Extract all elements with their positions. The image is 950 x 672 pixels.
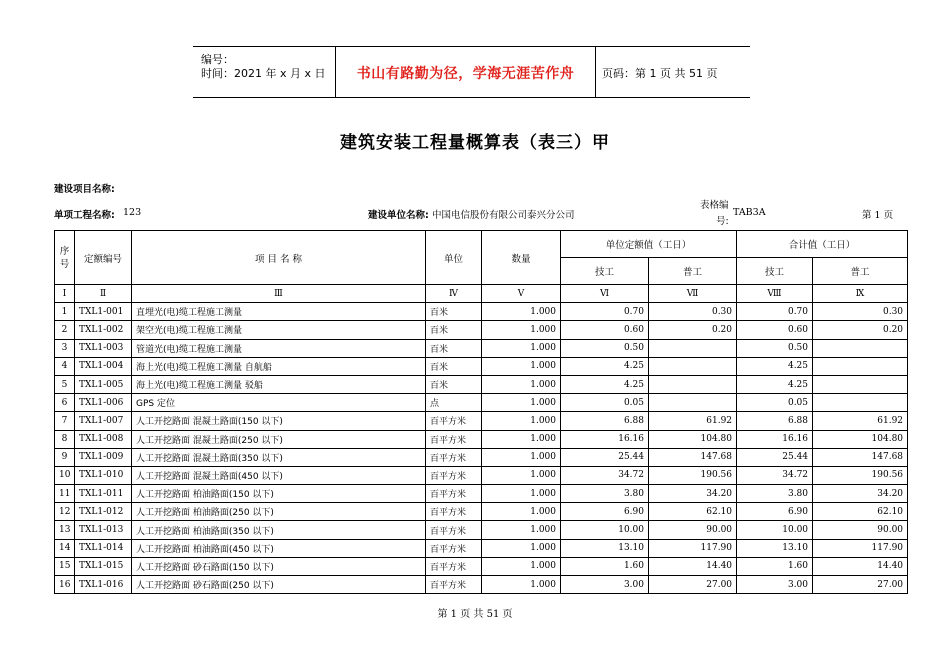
construction-unit-label: 建设单位名称: — [368, 210, 429, 221]
table-row — [55, 503, 908, 521]
name-cell: 管道光(电)缆工程施工测量 — [132, 339, 426, 357]
total-skilled-cell: 13.10 — [737, 539, 813, 557]
name-cell: 人工开挖路面 混凝土路面(250 以下) — [132, 430, 426, 448]
unit-general-cell: 14.40 — [649, 557, 737, 575]
unit-general-cell: 104.80 — [649, 430, 737, 448]
seq-cell: 7 — [55, 412, 75, 430]
unit-cell: 百平方米 — [426, 485, 482, 503]
seq-cell: 16 — [55, 576, 75, 594]
seq-cell: 15 — [55, 557, 75, 575]
table-row — [55, 430, 908, 448]
total-general-cell: 117.90 — [813, 539, 908, 557]
name-cell: 人工开挖路面 柏油路面(250 以下) — [132, 503, 426, 521]
header-info-cell — [193, 47, 336, 97]
total-skilled-cell: 6.90 — [737, 503, 813, 521]
total-skilled-cell: 4.25 — [737, 375, 813, 393]
time-label: 时间：2021 年 x 月 x 日 — [201, 67, 326, 80]
total-general-cell — [813, 339, 908, 357]
total-general-cell: 190.56 — [813, 466, 908, 484]
form-number-label-line1: 表格编 — [700, 200, 729, 211]
qty-cell: 1.000 — [482, 521, 561, 539]
qty-cell: 1.000 — [482, 448, 561, 466]
unit-skilled-cell: 13.10 — [561, 539, 649, 557]
total-skilled-cell: 3.80 — [737, 485, 813, 503]
total-general-cell: 62.10 — [813, 503, 908, 521]
number-label: 编号： — [201, 53, 234, 66]
name-cell: 海上光(电)缆工程施工测量 驳船 — [132, 375, 426, 393]
unit-general-cell — [649, 375, 737, 393]
unit-cell: 百米 — [426, 339, 482, 357]
qty-cell: 1.000 — [482, 303, 561, 321]
total-skilled-cell: 0.70 — [737, 303, 813, 321]
code-cell: TXL1-006 — [75, 394, 132, 412]
total-skilled-cell: 16.16 — [737, 430, 813, 448]
name-cell: 人工开挖路面 混凝土路面(150 以下) — [132, 412, 426, 430]
name-cell: 直埋光(电)缆工程施工测量 — [132, 303, 426, 321]
name-cell: 人工开挖路面 柏油路面(350 以下) — [132, 521, 426, 539]
unit-skilled-cell: 34.72 — [561, 466, 649, 484]
roman-cell: Ⅳ — [426, 285, 482, 303]
header-code: 定额编号 — [75, 231, 132, 285]
code-cell: TXL1-011 — [75, 485, 132, 503]
unit-skilled-cell: 4.25 — [561, 357, 649, 375]
unit-skilled-cell: 3.80 — [561, 485, 649, 503]
qty-cell: 1.000 — [482, 576, 561, 594]
unit-cell: 百平方米 — [426, 430, 482, 448]
seq-cell: 1 — [55, 303, 75, 321]
seq-cell: 2 — [55, 321, 75, 339]
code-cell: TXL1-012 — [75, 503, 132, 521]
name-cell: 架空光(电)缆工程施工测量 — [132, 321, 426, 339]
unit-cell: 百平方米 — [426, 576, 482, 594]
total-skilled-cell: 25.44 — [737, 448, 813, 466]
seq-cell: 8 — [55, 430, 75, 448]
unit-cell: 百平方米 — [426, 466, 482, 484]
roman-cell: Ⅸ — [813, 285, 908, 303]
page-footer: 第 1 页 共 51 页 — [437, 609, 513, 620]
roman-cell: Ⅱ — [75, 285, 132, 303]
unit-general-cell: 0.30 — [649, 303, 737, 321]
table-row — [55, 557, 908, 575]
table-row — [55, 448, 908, 466]
unit-cell: 百平方米 — [426, 521, 482, 539]
seq-cell: 11 — [55, 485, 75, 503]
seq-cell: 9 — [55, 448, 75, 466]
total-general-cell: 61.92 — [813, 412, 908, 430]
name-cell: 人工开挖路面 砂石路面(150 以下) — [132, 557, 426, 575]
unit-general-cell — [649, 394, 737, 412]
total-general-cell: 27.00 — [813, 576, 908, 594]
total-skilled-cell: 10.00 — [737, 521, 813, 539]
seq-cell: 13 — [55, 521, 75, 539]
motto-text: 书山有路勤为径，学海无涯苦作舟 — [356, 66, 575, 82]
header-name: 项 目 名 称 — [132, 231, 426, 285]
roman-cell: Ⅶ — [649, 285, 737, 303]
code-cell: TXL1-004 — [75, 357, 132, 375]
table-row — [55, 375, 908, 393]
seq-cell: 14 — [55, 539, 75, 557]
unit-cell: 百平方米 — [426, 503, 482, 521]
table-body — [55, 285, 908, 594]
roman-cell: Ⅰ — [55, 285, 75, 303]
quantity-table — [54, 230, 908, 594]
qty-cell: 1.000 — [482, 503, 561, 521]
code-cell: TXL1-001 — [75, 303, 132, 321]
header-total: 合计值（工日） — [737, 231, 908, 258]
total-skilled-cell: 3.00 — [737, 576, 813, 594]
unit-skilled-cell: 6.88 — [561, 412, 649, 430]
header-total-general: 普工 — [813, 258, 908, 285]
unit-skilled-cell: 1.60 — [561, 557, 649, 575]
table-row — [55, 521, 908, 539]
total-skilled-cell: 34.72 — [737, 466, 813, 484]
single-project-label: 单项工程名称: — [54, 210, 115, 221]
table-row — [55, 576, 908, 594]
header-motto-cell — [336, 47, 596, 97]
unit-skilled-cell: 0.05 — [561, 394, 649, 412]
qty-cell: 1.000 — [482, 430, 561, 448]
seq-cell: 5 — [55, 375, 75, 393]
header-qty: 数量 — [482, 231, 561, 285]
unit-general-cell: 117.90 — [649, 539, 737, 557]
code-cell: TXL1-015 — [75, 557, 132, 575]
form-number-value: TAB3A — [733, 207, 766, 218]
code-cell: TXL1-016 — [75, 576, 132, 594]
table-row — [55, 303, 908, 321]
qty-cell: 1.000 — [482, 466, 561, 484]
unit-general-cell: 61.92 — [649, 412, 737, 430]
header-page-cell — [596, 47, 750, 97]
project-name-label: 建设项目名称: — [54, 184, 115, 195]
unit-general-cell: 190.56 — [649, 466, 737, 484]
total-general-cell: 104.80 — [813, 430, 908, 448]
unit-skilled-cell: 0.50 — [561, 339, 649, 357]
qty-cell: 1.000 — [482, 394, 561, 412]
roman-cell: Ⅴ — [482, 285, 561, 303]
unit-skilled-cell: 25.44 — [561, 448, 649, 466]
code-cell: TXL1-014 — [75, 539, 132, 557]
roman-numeral-row — [55, 285, 908, 303]
name-cell: 海上光(电)缆工程施工测量 自航船 — [132, 357, 426, 375]
total-general-cell: 34.20 — [813, 485, 908, 503]
unit-general-cell: 27.00 — [649, 576, 737, 594]
total-skilled-cell: 0.05 — [737, 394, 813, 412]
qty-cell: 1.000 — [482, 321, 561, 339]
code-cell: TXL1-010 — [75, 466, 132, 484]
table-row — [55, 412, 908, 430]
table-row — [55, 539, 908, 557]
table-row — [55, 357, 908, 375]
unit-general-cell: 147.68 — [649, 448, 737, 466]
total-general-cell — [813, 394, 908, 412]
roman-cell: Ⅵ — [561, 285, 649, 303]
unit-general-cell: 62.10 — [649, 503, 737, 521]
unit-skilled-cell: 3.00 — [561, 576, 649, 594]
name-cell: GPS 定位 — [132, 394, 426, 412]
total-general-cell: 0.20 — [813, 321, 908, 339]
code-cell: TXL1-007 — [75, 412, 132, 430]
qty-cell: 1.000 — [482, 557, 561, 575]
construction-unit-value: 中国电信股份有限公司泰兴分公司 — [432, 210, 575, 221]
document-header — [193, 46, 750, 98]
header-unit-skilled: 技工 — [561, 258, 649, 285]
name-cell: 人工开挖路面 混凝土路面(350 以下) — [132, 448, 426, 466]
unit-skilled-cell: 4.25 — [561, 375, 649, 393]
unit-general-cell — [649, 339, 737, 357]
table-row — [55, 394, 908, 412]
page-title: 建筑安装工程量概算表（表三）甲 — [340, 133, 610, 153]
qty-cell: 1.000 — [482, 339, 561, 357]
qty-cell: 1.000 — [482, 412, 561, 430]
qty-cell: 1.000 — [482, 375, 561, 393]
seq-cell: 10 — [55, 466, 75, 484]
unit-cell: 百米 — [426, 375, 482, 393]
total-general-cell: 147.68 — [813, 448, 908, 466]
code-cell: TXL1-003 — [75, 339, 132, 357]
unit-general-cell: 34.20 — [649, 485, 737, 503]
unit-cell: 百平方米 — [426, 557, 482, 575]
name-cell: 人工开挖路面 混凝土路面(450 以下) — [132, 466, 426, 484]
unit-general-cell — [649, 357, 737, 375]
roman-cell: Ⅲ — [132, 285, 426, 303]
table-row — [55, 485, 908, 503]
qty-cell: 1.000 — [482, 357, 561, 375]
single-project-value: 123 — [123, 207, 142, 218]
roman-cell: Ⅷ — [737, 285, 813, 303]
unit-cell: 点 — [426, 394, 482, 412]
qty-cell: 1.000 — [482, 539, 561, 557]
unit-cell: 百平方米 — [426, 448, 482, 466]
header-unit-general: 普工 — [649, 258, 737, 285]
unit-cell: 百米 — [426, 303, 482, 321]
table-page-number: 第 1 页 — [862, 210, 894, 221]
form-number-label-line2: 号: — [716, 216, 729, 227]
total-skilled-cell: 4.25 — [737, 357, 813, 375]
name-cell: 人工开挖路面 柏油路面(450 以下) — [132, 539, 426, 557]
unit-general-cell: 90.00 — [649, 521, 737, 539]
unit-skilled-cell: 6.90 — [561, 503, 649, 521]
code-cell: TXL1-013 — [75, 521, 132, 539]
unit-skilled-cell: 0.60 — [561, 321, 649, 339]
name-cell: 人工开挖路面 砂石路面(250 以下) — [132, 576, 426, 594]
unit-skilled-cell: 16.16 — [561, 430, 649, 448]
page-indicator: 页码：第 1 页 共 51 页 — [602, 67, 718, 80]
header-unit-quota: 单位定额值（工日） — [561, 231, 737, 258]
seq-cell: 12 — [55, 503, 75, 521]
seq-cell: 6 — [55, 394, 75, 412]
total-general-cell — [813, 357, 908, 375]
unit-cell: 百平方米 — [426, 539, 482, 557]
header-unit: 单位 — [426, 231, 482, 285]
total-general-cell: 14.40 — [813, 557, 908, 575]
total-skilled-cell: 0.50 — [737, 339, 813, 357]
unit-cell: 百平方米 — [426, 412, 482, 430]
table-row — [55, 466, 908, 484]
unit-general-cell: 0.20 — [649, 321, 737, 339]
total-skilled-cell: 1.60 — [737, 557, 813, 575]
total-skilled-cell: 0.60 — [737, 321, 813, 339]
code-cell: TXL1-008 — [75, 430, 132, 448]
unit-skilled-cell: 10.00 — [561, 521, 649, 539]
code-cell: TXL1-002 — [75, 321, 132, 339]
total-general-cell: 0.30 — [813, 303, 908, 321]
qty-cell: 1.000 — [482, 485, 561, 503]
seq-cell: 4 — [55, 357, 75, 375]
total-general-cell — [813, 375, 908, 393]
header-total-skilled: 技工 — [737, 258, 813, 285]
unit-cell: 百米 — [426, 321, 482, 339]
total-general-cell: 90.00 — [813, 521, 908, 539]
table-row — [55, 339, 908, 357]
unit-skilled-cell: 0.70 — [561, 303, 649, 321]
seq-cell: 3 — [55, 339, 75, 357]
header-seq: 序号 — [55, 231, 75, 285]
name-cell: 人工开挖路面 柏油路面(150 以下) — [132, 485, 426, 503]
code-cell: TXL1-005 — [75, 375, 132, 393]
total-skilled-cell: 6.88 — [737, 412, 813, 430]
table-row — [55, 321, 908, 339]
unit-cell: 百米 — [426, 357, 482, 375]
code-cell: TXL1-009 — [75, 448, 132, 466]
